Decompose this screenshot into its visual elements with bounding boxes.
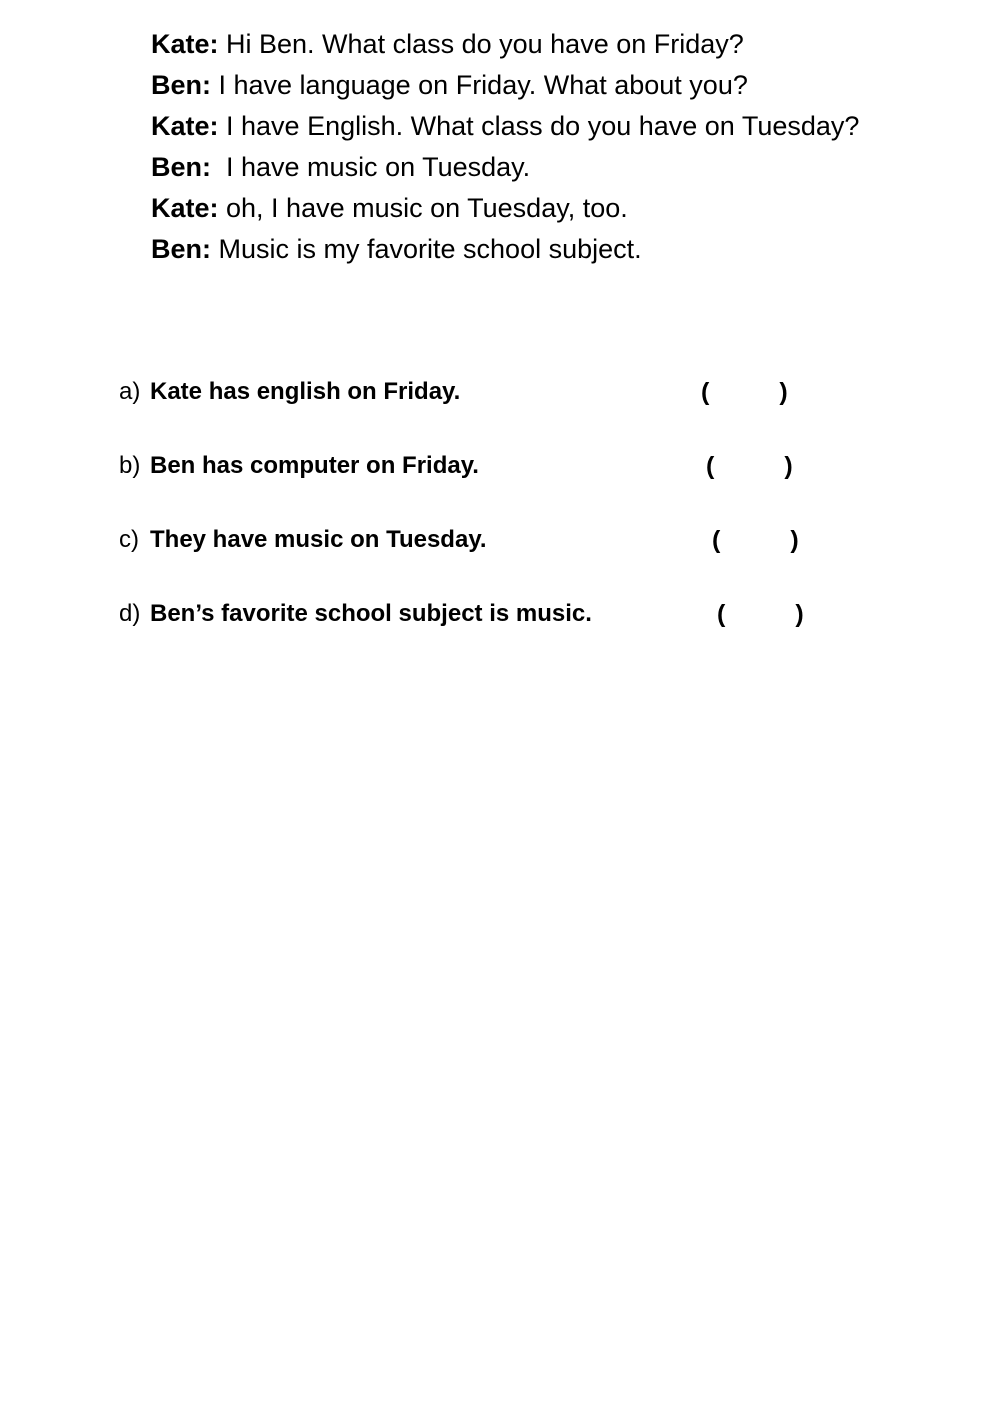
question-letter: a)	[119, 378, 141, 405]
question-text: Ben has computer on Friday.	[150, 452, 479, 479]
speaker-name: Kate:	[151, 193, 219, 223]
open-paren: (	[706, 452, 715, 480]
answer-blank[interactable]	[717, 596, 804, 632]
close-paren: )	[795, 600, 804, 628]
true-false-questions	[119, 374, 879, 670]
question-letter: b)	[119, 452, 141, 479]
close-paren: )	[790, 526, 799, 554]
question-text: Kate has english on Friday.	[150, 378, 461, 405]
line-text: I have English. What class do you have on Tuesday?	[218, 111, 860, 141]
dialogue-line	[151, 65, 991, 106]
question-item	[119, 448, 879, 522]
dialogue	[151, 24, 991, 270]
open-paren: (	[712, 526, 721, 554]
speaker-name: Kate:	[151, 111, 219, 141]
speaker-name: Kate:	[151, 29, 219, 59]
answer-blank[interactable]	[701, 374, 788, 410]
line-text: oh, I have music on Tuesday, too.	[218, 193, 628, 223]
speaker-name: Ben:	[151, 70, 211, 100]
line-text: I have music on Tuesday.	[211, 152, 531, 182]
dialogue-line	[151, 229, 991, 270]
question-item	[119, 596, 879, 670]
line-text: I have language on Friday. What about you?	[211, 70, 748, 100]
line-text: Music is my favorite school subject.	[211, 234, 642, 264]
question-letter: c)	[119, 526, 139, 553]
question-text: They have music on Tuesday.	[150, 526, 487, 553]
speaker-name: Ben:	[151, 234, 211, 264]
dialogue-line	[151, 24, 991, 65]
question-letter: d)	[119, 600, 141, 627]
dialogue-line	[151, 106, 991, 147]
line-text: Hi Ben. What class do you have on Friday?	[218, 29, 744, 59]
speaker-name: Ben:	[151, 152, 211, 182]
open-paren: (	[701, 378, 710, 406]
question-item	[119, 374, 879, 448]
answer-blank[interactable]	[706, 448, 793, 484]
question-item	[119, 522, 879, 596]
answer-blank[interactable]	[712, 522, 799, 558]
open-paren: (	[717, 600, 726, 628]
question-text: Ben’s favorite school subject is music.	[150, 600, 592, 627]
close-paren: )	[784, 452, 793, 480]
dialogue-line	[151, 147, 991, 188]
dialogue-line	[151, 188, 991, 229]
close-paren: )	[779, 378, 788, 406]
